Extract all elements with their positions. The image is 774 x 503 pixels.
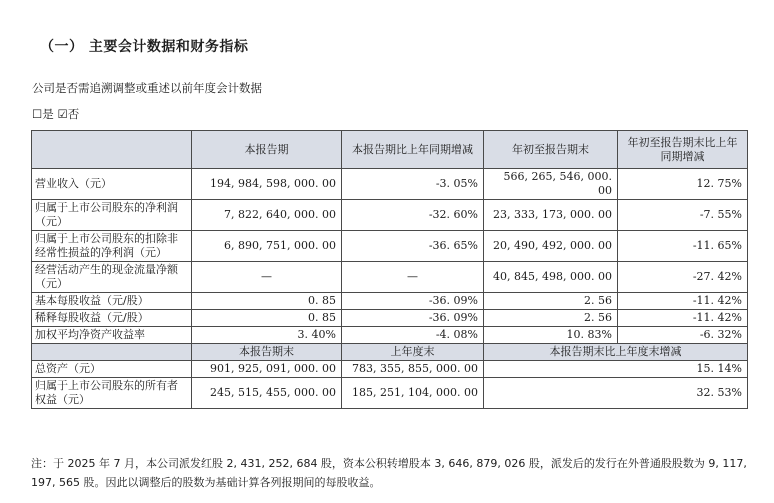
cell-value: 185, 251, 104, 000. 00 bbox=[342, 378, 484, 409]
section-heading: （一） 主要会计数据和财务指标 bbox=[40, 39, 249, 55]
cell-value: 783, 355, 855, 000. 00 bbox=[342, 361, 484, 378]
cell-value: -27. 42% bbox=[618, 262, 748, 293]
row-label: 归属于上市公司股东的扣除非经常性损益的净利润（元） bbox=[32, 231, 192, 262]
cell-value: 23, 333, 173, 000. 00 bbox=[484, 200, 618, 231]
table-row bbox=[32, 293, 748, 310]
cell-value: 2. 56 bbox=[484, 293, 618, 310]
table1-header-blank bbox=[32, 131, 192, 169]
row-label: 归属于上市公司股东的所有者权益（元） bbox=[32, 378, 192, 409]
table1-header-ytd-change: 年初至报告期末比上年同期增减 bbox=[618, 131, 748, 169]
table-row bbox=[32, 169, 748, 200]
table2-header-blank bbox=[32, 344, 192, 361]
table-row bbox=[32, 200, 748, 231]
table-row bbox=[32, 361, 748, 378]
row-label: 经营活动产生的现金流量净额（元） bbox=[32, 262, 192, 293]
table-row bbox=[32, 378, 748, 409]
table-row bbox=[32, 262, 748, 293]
cell-value: 10. 83% bbox=[484, 327, 618, 344]
table-row bbox=[32, 231, 748, 262]
cell-value: 15. 14% bbox=[484, 361, 748, 378]
table1-header-row bbox=[32, 131, 748, 169]
cell-value: 32. 53% bbox=[484, 378, 748, 409]
cell-value: — bbox=[192, 262, 342, 293]
cell-value: 3. 40% bbox=[192, 327, 342, 344]
footnote: 注：于 2025 年 7 月，本公司派发红股 2, 431, 252, 684 股，资本公积转增股本 3, 646, 879, 026 股，派发后的发行在外普通股股数为 9, 117, 197, 565 股。因此以调整后的股数为基础计算各列报期间的每股收益。 bbox=[31, 457, 747, 489]
cell-value: -7. 55% bbox=[618, 200, 748, 231]
row-label: 基本每股收益（元/股） bbox=[32, 293, 192, 310]
cell-value: -11. 65% bbox=[618, 231, 748, 262]
cell-value: 566, 265, 546, 000. 00 bbox=[484, 169, 618, 200]
cell-value: -3. 05% bbox=[342, 169, 484, 200]
cell-value: -32. 60% bbox=[342, 200, 484, 231]
cell-value: -36. 09% bbox=[342, 310, 484, 327]
cell-value: 6, 890, 751, 000. 00 bbox=[192, 231, 342, 262]
restatement-options: ☐是 ☑否 bbox=[32, 107, 80, 121]
cell-value: 0. 85 bbox=[192, 310, 342, 327]
cell-value: -36. 65% bbox=[342, 231, 484, 262]
row-label: 稀释每股收益（元/股） bbox=[32, 310, 192, 327]
table2-header-period-end: 本报告期末 bbox=[192, 344, 342, 361]
cell-value: 901, 925, 091, 000. 00 bbox=[192, 361, 342, 378]
cell-value: 0. 85 bbox=[192, 293, 342, 310]
row-label: 归属于上市公司股东的净利润（元） bbox=[32, 200, 192, 231]
cell-value: 12. 75% bbox=[618, 169, 748, 200]
row-label: 加权平均净资产收益率 bbox=[32, 327, 192, 344]
table1-header-current-period: 本报告期 bbox=[192, 131, 342, 169]
cell-value: 40, 845, 498, 000. 00 bbox=[484, 262, 618, 293]
cell-value: 245, 515, 455, 000. 00 bbox=[192, 378, 342, 409]
table-row bbox=[32, 327, 748, 344]
table1-header-ytd: 年初至报告期末 bbox=[484, 131, 618, 169]
cell-value: -6. 32% bbox=[618, 327, 748, 344]
table-row bbox=[32, 310, 748, 327]
row-label: 总资产（元） bbox=[32, 361, 192, 378]
table2-header-prior-year-end: 上年度末 bbox=[342, 344, 484, 361]
financial-data-table bbox=[31, 130, 748, 409]
cell-value: 2. 56 bbox=[484, 310, 618, 327]
table2-header-change: 本报告期末比上年度末增减 bbox=[484, 344, 748, 361]
row-label: 营业收入（元） bbox=[32, 169, 192, 200]
cell-value: -36. 09% bbox=[342, 293, 484, 310]
cell-value: 20, 490, 492, 000. 00 bbox=[484, 231, 618, 262]
cell-value: 194, 984, 598, 000. 00 bbox=[192, 169, 342, 200]
restatement-question: 公司是否需追溯调整或重述以前年度会计数据 bbox=[32, 81, 262, 95]
table1-header-current-period-change: 本报告期比上年同期增减 bbox=[342, 131, 484, 169]
cell-value: -4. 08% bbox=[342, 327, 484, 344]
cell-value: — bbox=[342, 262, 484, 293]
cell-value: -11. 42% bbox=[618, 293, 748, 310]
table2-header-row bbox=[32, 344, 748, 361]
cell-value: 7, 822, 640, 000. 00 bbox=[192, 200, 342, 231]
cell-value: -11. 42% bbox=[618, 310, 748, 327]
